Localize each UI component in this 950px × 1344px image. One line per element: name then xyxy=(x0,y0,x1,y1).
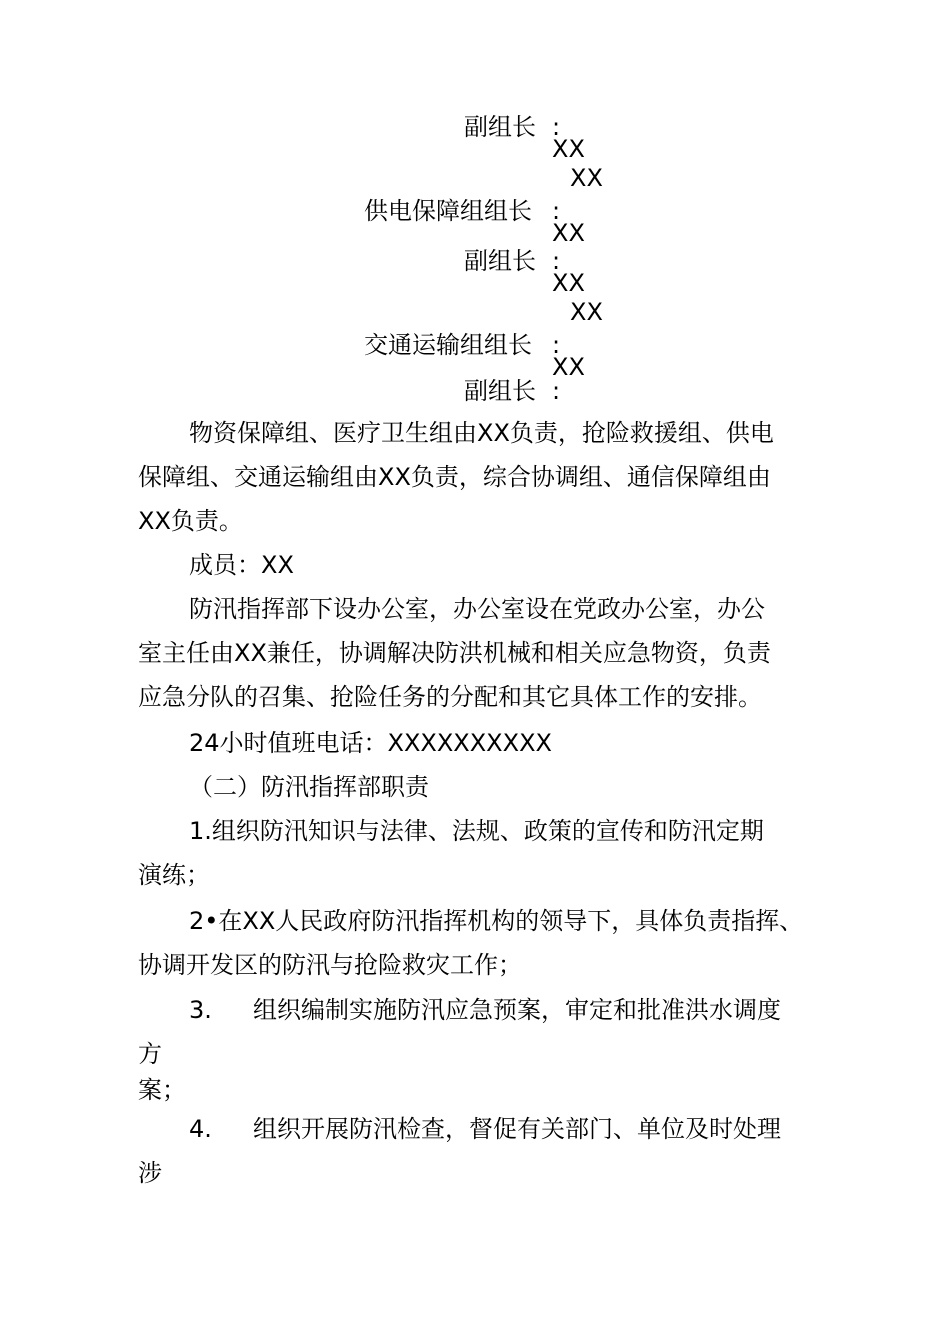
duty-phone: 24小时值班电话：XXXXXXXXXX xyxy=(189,729,552,757)
colon: : xyxy=(552,197,561,225)
duty-item-4-number: 4. xyxy=(189,1115,212,1143)
transport-group-leader-label: 交通运输组组长 xyxy=(364,331,532,359)
duty-item-3-cont: 方 xyxy=(138,1040,162,1068)
duty-item-2: 2•在XX人民政府防汛指挥机构的领导下，具体负责指挥、 xyxy=(189,907,804,935)
duty-item-4-cont: 涉 xyxy=(138,1159,162,1187)
paragraph-line: 物资保障组、医疗卫生组由XX负责，抢险救援组、供电 xyxy=(189,419,774,447)
duty-item-3: 组织编制实施防汛应急预案，审定和批准洪水调度 xyxy=(253,996,781,1024)
duty-item-1: 1.组织防汛知识与法律、法规、政策的宣传和防汛定期 xyxy=(189,817,764,845)
duty-item-1-cont: 演练； xyxy=(138,861,210,889)
paragraph-line: 应急分队的召集、抢险任务的分配和其它具体工作的安排。 xyxy=(138,683,762,711)
paragraph-line: 防汛指挥部下设办公室，办公室设在党政办公室，办公 xyxy=(189,595,765,623)
leader-name: XX xyxy=(570,164,603,192)
colon: : xyxy=(552,331,561,359)
leader-name: XX xyxy=(552,353,585,381)
paragraph-line: XX负责。 xyxy=(138,507,243,535)
duty-item-2-cont: 协调开发区的防汛与抢险救灾工作； xyxy=(138,951,522,979)
section-heading: （二）防汛指挥部职责 xyxy=(189,773,429,801)
paragraph-line: 室主任由XX兼任，协调解决防洪机械和相关应急物资，负责 xyxy=(138,639,771,667)
leader-name: XX xyxy=(570,298,603,326)
paragraph-line: 保障组、交通运输组由XX负责，综合协调组、通信保障组由 xyxy=(138,463,771,491)
duty-item-4: 组织开展防汛检查，督促有关部门、单位及时处理 xyxy=(253,1115,781,1143)
duty-item-3-cont: 案； xyxy=(138,1076,186,1104)
deputy-leader-label: 副组长 xyxy=(464,113,536,141)
deputy-leader-label: 副组长 xyxy=(464,247,536,275)
colon: : xyxy=(552,377,561,405)
power-group-leader-label: 供电保障组组长 xyxy=(364,197,532,225)
colon: : xyxy=(552,247,561,275)
leader-name: XX xyxy=(552,219,585,247)
duty-item-3-number: 3. xyxy=(189,996,212,1024)
deputy-leader-label: 副组长 xyxy=(464,377,536,405)
leader-name: XX xyxy=(552,269,585,297)
colon: : xyxy=(552,113,561,141)
leader-name: XX xyxy=(552,135,585,163)
members-line: 成员：XX xyxy=(189,551,294,579)
